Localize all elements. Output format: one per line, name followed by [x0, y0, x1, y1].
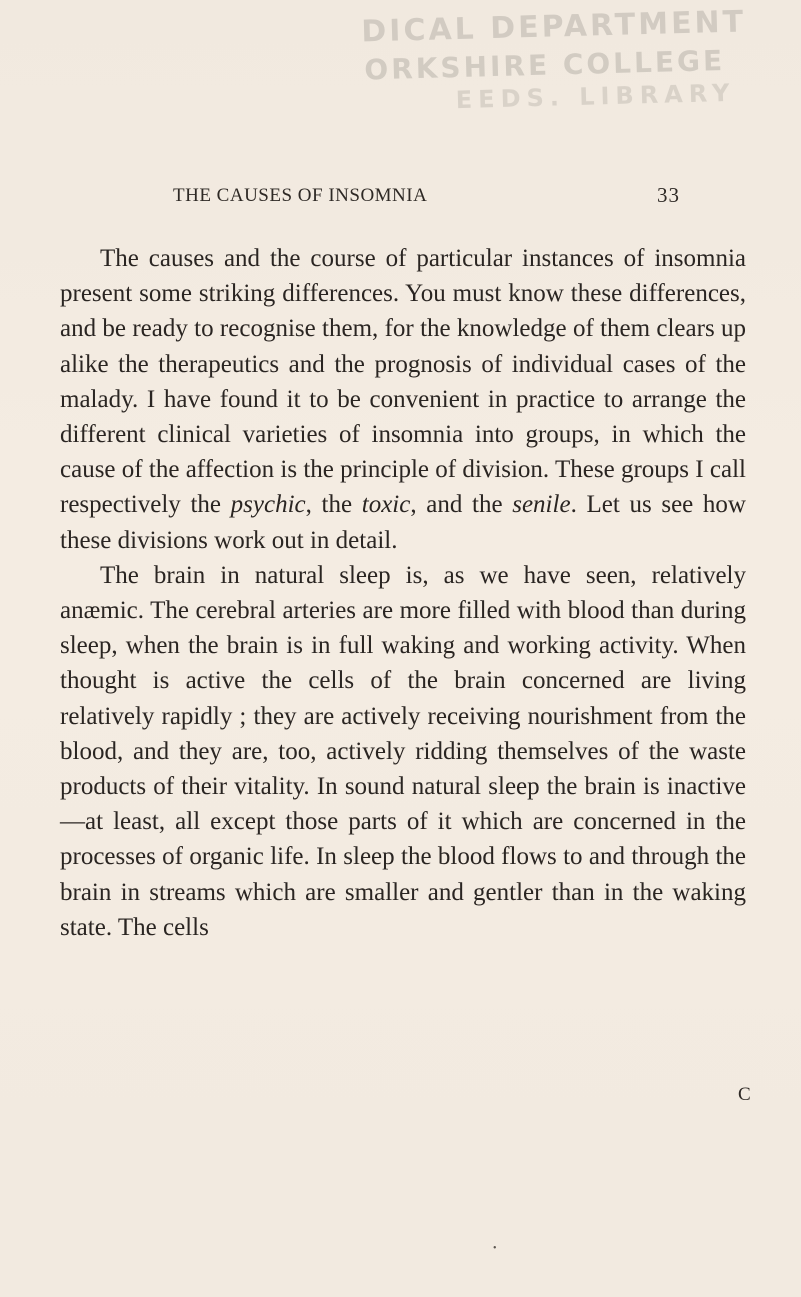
paragraph-2: The brain in natural sleep is, as we have seen, relatively anæmic. The cerebral arteries are more filled with blood than during sleep, when the brain is in full waking and working activity. When thought is active the cells of the brain concerned are living relatively rapidly ; they are actively receiving nourishment from the blood, and they are, too, actively ridding themselves of the waste products of their vitality. In sound natural sleep the brain is inactive—at least, all except those parts of it which are concerned in the processes of organic life. In sleep the blood flows to and through the brain in streams which are smaller and gentler than in the waking state. The cells [60, 561, 746, 941]
printer-speck: • [493, 1243, 497, 1254]
separator-1: , the [305, 491, 362, 519]
stamp-line-2: ORKSHIRE COLLEGE [363, 44, 726, 87]
library-stamp [298, 4, 771, 146]
page-number: 33 [657, 183, 680, 207]
stamp-line-3: EEDS. LIBRARY [455, 78, 736, 115]
stamp-line-1: DICAL DEPARTMENT [360, 4, 747, 50]
term-senile: senile [512, 491, 571, 519]
running-head: THE CAUSES OF INSOMNIA [173, 185, 428, 206]
paragraph-1-end: . Let us see how these divisions work out in detail. [60, 491, 746, 554]
signature-mark: C [738, 1084, 751, 1105]
separator-2: , and the [410, 491, 513, 519]
term-toxic: toxic [361, 491, 411, 519]
paragraph-1-text: The causes and the course of particular instances of insomnia present some striking differences. You must know these differences, and be ready to recognise them, for the knowledge of them clears up alike the therapeutics and the prognosis of individual cases of the malady. I have found it to be convenient in practice to arrange the different clinical varieties of insomnia into groups, in which the cause of the affection is the principle of division. These groups I call respectively the [60, 245, 746, 519]
body-text [60, 241, 746, 945]
term-psychic: psychic [230, 491, 306, 519]
paragraph-1 [60, 241, 746, 558]
